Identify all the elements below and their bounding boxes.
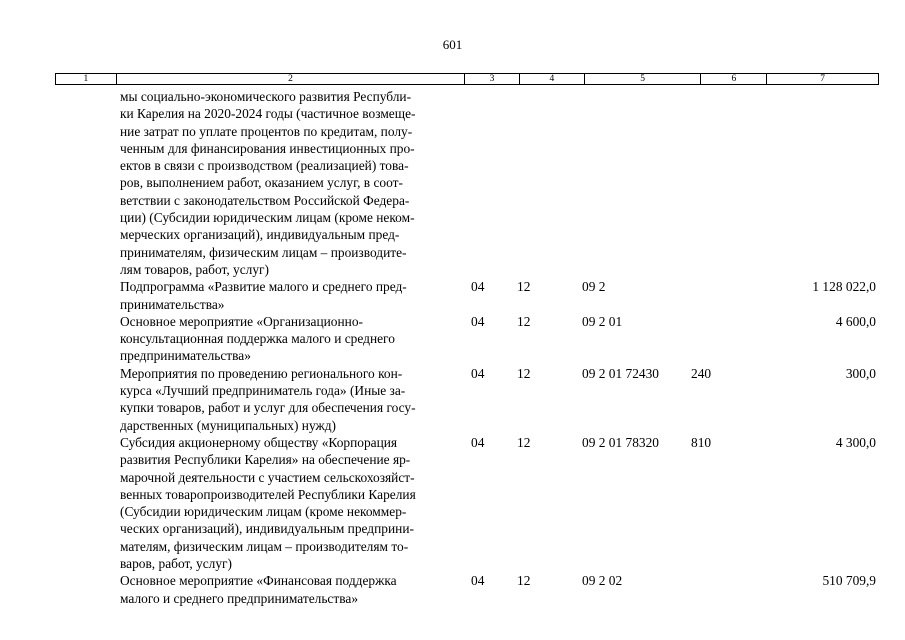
row-description (120, 88, 465, 278)
header-col-4: 4 (520, 74, 585, 84)
subsection-code: 12 (517, 573, 531, 589)
description-line: предпринимательства» (120, 348, 251, 364)
description-line: мы социально-экономического развития Республи- (120, 89, 412, 104)
row-description (120, 278, 465, 313)
description-line: лям товаров, работ, услуг) (120, 261, 270, 277)
description-line: консультационная поддержка малого и среднего (120, 331, 395, 347)
description-line: ние затрат по уплате процентов по кредитам, полу- (120, 123, 413, 139)
description-line: Мероприятия по проведению регионального кон- (120, 365, 403, 381)
subsection-code: 12 (517, 434, 531, 450)
description-line: ектов в связи с производством (реализацией) това- (120, 158, 409, 174)
row-description (120, 572, 465, 607)
subsection-code: 12 (517, 279, 531, 295)
description-line: Основное мероприятие «Финансовая поддержка (120, 573, 397, 589)
section-code: 04 (471, 313, 485, 329)
table-row (0, 278, 905, 313)
description-line: мерческих организаций), индивидуальным пред- (120, 227, 400, 243)
target-article-code: 09 2 (582, 279, 606, 295)
target-article-code: 09 2 01 (582, 313, 623, 329)
header-col-1: 1 (56, 74, 117, 84)
target-article-code: 09 2 01 72430 (582, 365, 659, 381)
table-row (0, 365, 905, 434)
description-line: (Субсидии юридическим лицам (кроме некоммер- (120, 504, 407, 520)
section-code: 04 (471, 365, 485, 381)
table-row (0, 434, 905, 572)
table-header (55, 73, 879, 85)
target-article-code: 09 2 01 78320 (582, 434, 659, 450)
description-line: принимательства» (120, 296, 225, 312)
description-line: мателям, физическим лицам – производителям то- (120, 538, 409, 554)
header-col-3: 3 (465, 74, 520, 84)
subsection-code: 12 (517, 365, 531, 381)
description-line: ченным для финансирования инвестиционных про- (120, 140, 415, 156)
section-code: 04 (471, 279, 485, 295)
amount-value: 510 709,9 (822, 573, 876, 589)
description-line: малого и среднего предпринимательства» (120, 590, 359, 606)
description-line: ческих организаций), индивидуальным предприни- (120, 521, 414, 537)
description-line: дарственных (муниципальных) нужд) (120, 417, 336, 433)
description-line: курса «Лучший предприниматель года» (Иные за- (120, 383, 406, 399)
description-line: развития Республики Карелия» на обеспечение яр- (120, 452, 411, 468)
subsection-code: 12 (517, 313, 531, 329)
description-line: марочной деятельности с участием сельскохозяйст- (120, 469, 415, 485)
row-description (120, 365, 465, 434)
table-row (0, 572, 905, 607)
section-code: 04 (471, 573, 485, 589)
table-body (0, 88, 905, 607)
description-line: Подпрограмма «Развитие малого и среднего пред- (120, 279, 407, 295)
table-row (0, 313, 905, 365)
description-line: купки товаров, работ и услуг для обеспечения госу- (120, 400, 416, 416)
description-line: принимателям, физическим лицам – производите- (120, 244, 407, 260)
description-line: ров, выполнением работ, оказанием услуг, в соот- (120, 175, 403, 191)
row-description (120, 313, 465, 365)
header-col-5: 5 (585, 74, 702, 84)
header-col-6: 6 (701, 74, 767, 84)
target-article-code: 09 2 02 (582, 573, 623, 589)
description-line: ветствии с законодательством Российской Федера- (120, 192, 410, 208)
table-row (0, 88, 905, 278)
description-line: Субсидия акционерному обществу «Корпорация (120, 434, 398, 450)
page-number: 601 (442, 37, 463, 52)
amount-value: 1 128 022,0 (812, 279, 876, 295)
header-col-7: 7 (820, 74, 826, 84)
header-col-2: 2 (117, 74, 465, 84)
description-line: ки Карелия на 2020-2024 годы (частичное возмеще- (120, 106, 416, 122)
description-line: Основное мероприятие «Организационно- (120, 313, 363, 329)
expense-type-code: 810 (691, 434, 712, 450)
description-line: варов, работ, услуг) (120, 556, 232, 572)
expense-type-code: 240 (691, 365, 712, 381)
row-description (120, 434, 465, 572)
description-line: ции) (Субсидии юридическим лицам (кроме неком- (120, 210, 415, 226)
amount-value: 300,0 (845, 365, 876, 381)
amount-value: 4 300,0 (835, 434, 876, 450)
amount-value: 4 600,0 (835, 313, 876, 329)
description-line: венных товаропроизводителей Республики Карелия (120, 486, 416, 502)
section-code: 04 (471, 434, 485, 450)
